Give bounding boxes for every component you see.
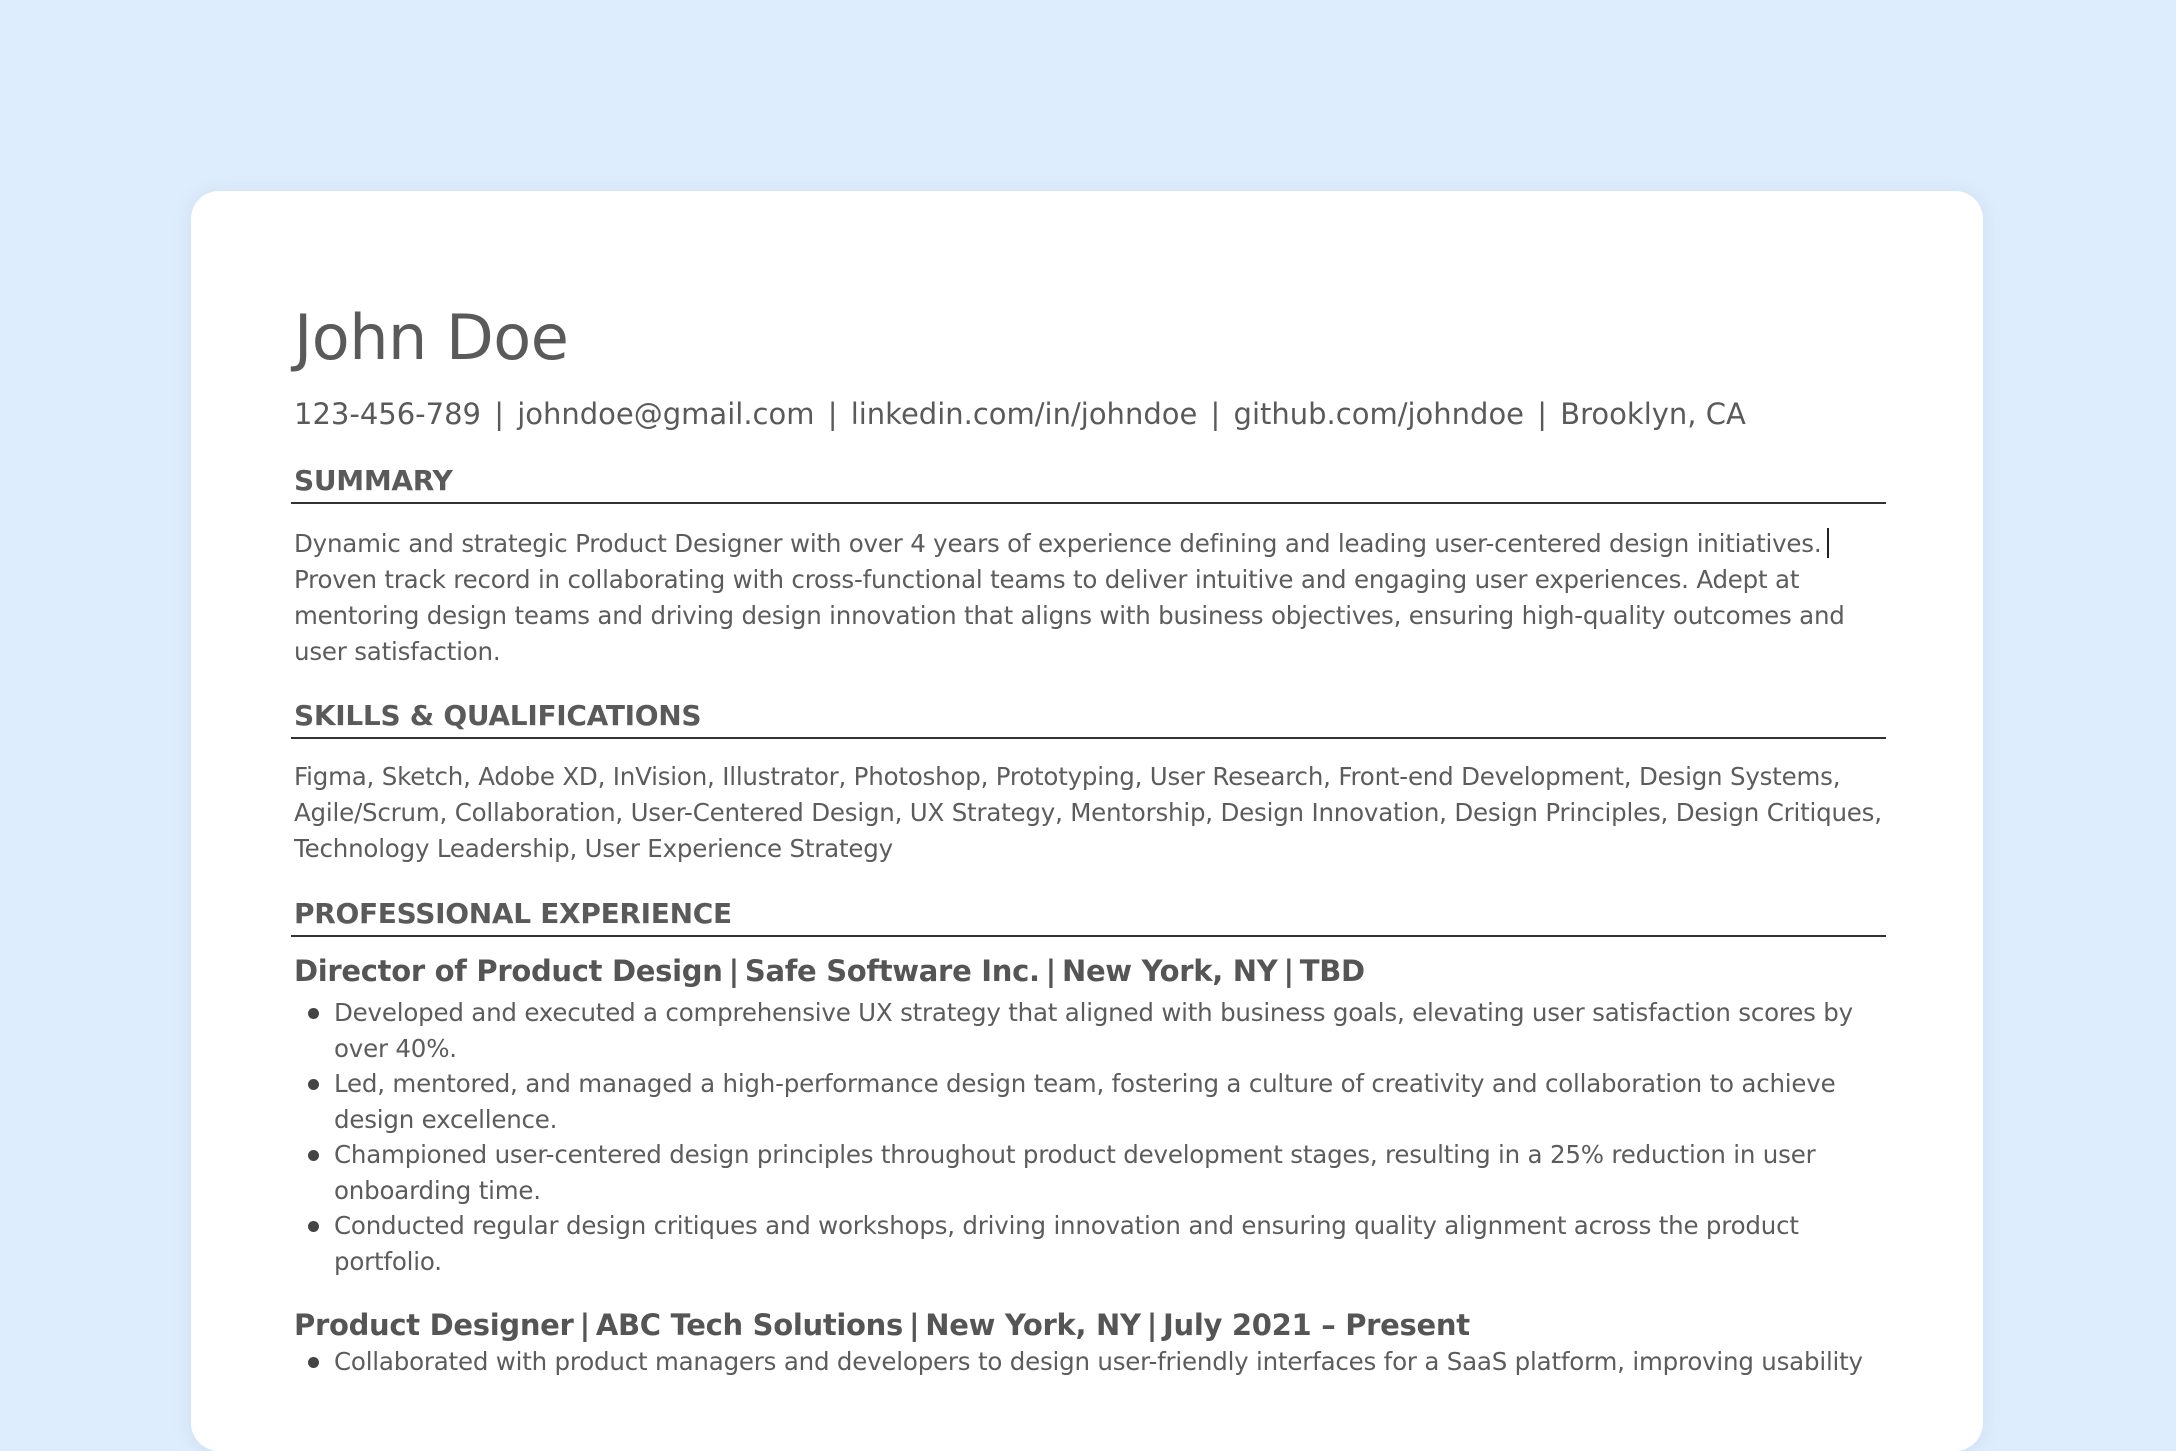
bullet-text: Championed user-centered design principles throughout product development stages, resulting in a 25% reduction in user onboarding time. xyxy=(334,1140,1816,1205)
bullet-icon xyxy=(308,1150,319,1161)
contact-linkedin[interactable]: linkedin.com/in/johndoe xyxy=(850,397,1198,431)
contact-separator: | xyxy=(827,397,838,431)
bullet-text: Developed and executed a comprehensive UX strategy that aligned with business goals, elevating user satisfaction scores by over 40%. xyxy=(334,998,1853,1063)
job-separator: | xyxy=(1146,1308,1158,1342)
summary-text[interactable] xyxy=(294,526,1884,670)
job-separator: | xyxy=(728,954,739,988)
job-title-1[interactable] xyxy=(294,1308,1470,1342)
job-company: Safe Software Inc. xyxy=(744,954,1040,988)
job-bullets-1 xyxy=(294,1344,1889,1380)
job-title-0[interactable] xyxy=(294,954,1365,988)
job-dates: July 2021 – Present xyxy=(1163,1308,1470,1342)
skills-heading[interactable]: SKILLS & QUALIFICATIONS xyxy=(291,699,1886,739)
job-separator: | xyxy=(908,1308,920,1342)
bullet-item[interactable] xyxy=(294,1208,1889,1279)
job-company: ABC Tech Solutions xyxy=(595,1308,903,1342)
resume-page xyxy=(191,191,1983,1451)
bullet-item[interactable] xyxy=(294,1344,1889,1380)
bullet-text: Led, mentored, and managed a high-performance design team, fostering a culture of creativity and collaboration to achieve design excellence. xyxy=(334,1069,1836,1134)
summary-heading[interactable]: SUMMARY xyxy=(291,464,1886,504)
bullet-text: Conducted regular design critiques and workshops, driving innovation and ensuring quality alignment across the product portfolio. xyxy=(334,1211,1799,1276)
contact-github[interactable]: github.com/johndoe xyxy=(1233,397,1525,431)
job-role: Product Designer xyxy=(294,1308,574,1342)
experience-section xyxy=(291,897,1886,937)
job-bullets-0 xyxy=(294,995,1889,1279)
job-separator: | xyxy=(1045,954,1056,988)
job-dates: TBD xyxy=(1299,954,1365,988)
contact-location[interactable]: Brooklyn, CA xyxy=(1560,397,1746,431)
summary-section xyxy=(291,464,1886,504)
bullet-text: Collaborated with product managers and developers to design user-friendly interfaces for a SaaS platform, improving usability xyxy=(334,1347,1863,1376)
skills-text[interactable]: Figma, Sketch, Adobe XD, InVision, Illustrator, Photoshop, Prototyping, User Research, Front-end Development, Design Systems, Agile/Scrum, Collaboration, User-Centered Design, UX Strategy, Mentorship, Design Innovation, Design Principles, Design Critiques, Technology Leadership, User Experience Strategy xyxy=(294,762,1882,863)
experience-heading[interactable]: PROFESSIONAL EXPERIENCE xyxy=(291,897,1886,937)
bullet-icon xyxy=(308,1008,319,1019)
resume-name[interactable]: John Doe xyxy=(294,301,569,374)
bullet-icon xyxy=(308,1221,319,1232)
contact-line[interactable] xyxy=(294,397,1746,431)
summary-text-part1: Dynamic and strategic Product Designer with over 4 years of experience defining and leading user-centered design initiatives. xyxy=(294,529,1822,558)
job-separator: | xyxy=(1283,954,1294,988)
contact-phone[interactable]: 123-456-789 xyxy=(294,397,481,431)
text-cursor xyxy=(1827,528,1829,558)
contact-separator: | xyxy=(1210,397,1221,431)
contact-separator: | xyxy=(494,397,504,431)
job-separator: | xyxy=(579,1308,590,1342)
bullet-item[interactable] xyxy=(294,1137,1889,1208)
bullet-item[interactable] xyxy=(294,995,1889,1066)
contact-email[interactable]: johndoe@gmail.com xyxy=(517,397,815,431)
bullet-icon xyxy=(308,1357,319,1368)
contact-separator: | xyxy=(1537,397,1548,431)
job-role: Director of Product Design xyxy=(294,954,723,988)
bullet-item[interactable] xyxy=(294,1066,1889,1137)
skills-section xyxy=(291,699,1886,739)
job-location: New York, NY xyxy=(1061,954,1278,988)
job-location: New York, NY xyxy=(925,1308,1141,1342)
summary-text-part2: Proven track record in collaborating with cross-functional teams to deliver intuitive and engaging user experiences. Adept at mentoring design teams and driving design innovation that aligns with business objectives, ensuring high-quality outcomes and user satisfaction. xyxy=(294,565,1845,666)
bullet-icon xyxy=(308,1079,319,1090)
